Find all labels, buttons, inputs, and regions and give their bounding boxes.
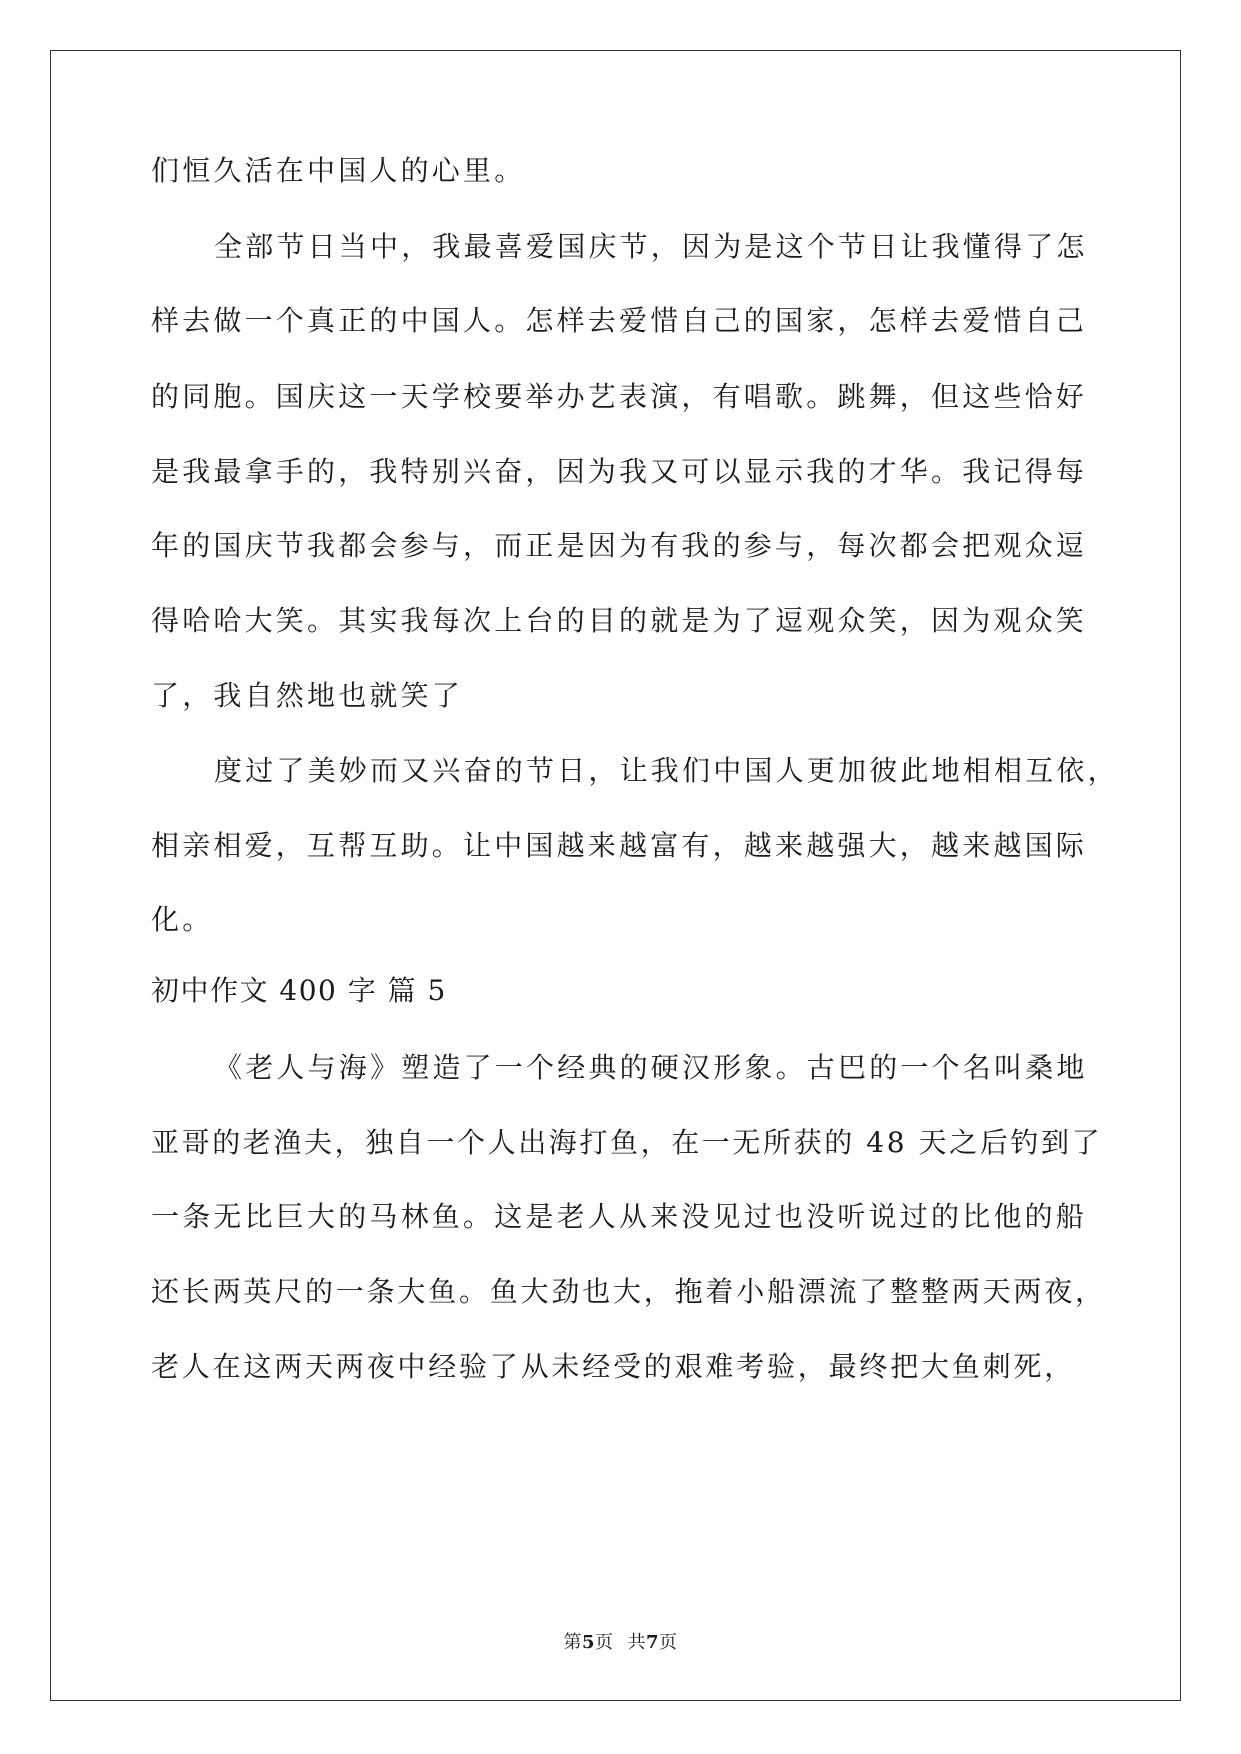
- total-suffix: 页: [659, 1632, 678, 1653]
- page-suffix: 页: [595, 1632, 614, 1653]
- paragraph-line: 的同胞。国庆这一天学校要举办艺表演，有唱歌。跳舞，但这些恰好: [151, 380, 1088, 413]
- paragraph-line: 化。: [151, 903, 214, 936]
- paragraph-line: 得哈哈大笑。其实我每次上台的目的就是为了逗观众笑，因为观众笑: [151, 604, 1088, 637]
- paragraph-line: 们恒久活在中国人的心里。: [151, 154, 526, 187]
- paragraph-line: 一条无比巨大的马林鱼。这是老人从来没见过也没听说过的比他的船: [151, 1200, 1088, 1233]
- page-prefix: 第: [563, 1632, 582, 1653]
- paragraph-line: 相亲相爱，互帮互助。让中国越来越富有，越来越强大，越来越国际: [151, 829, 1088, 862]
- total-prefix: 共: [627, 1632, 646, 1653]
- paragraph-line: 老人在这两天两夜中经验了从未经受的艰难考验，最终把大鱼刺死，: [151, 1350, 1076, 1383]
- paragraph-line: 样去做一个真正的中国人。怎样去爱惜自己的国家，怎样去爱惜自己: [151, 304, 1088, 337]
- paragraph-line: 还长两英尺的一条大鱼。鱼大劲也大，拖着小船漂流了整整两天两夜，: [151, 1275, 1106, 1308]
- total-page-number: 7: [646, 1632, 660, 1653]
- page-border: [50, 50, 1181, 1701]
- paragraph-line: 《老人与海》塑造了一个经典的硬汉形象。古巴的一个名叫桑地: [214, 1051, 1088, 1084]
- paragraph-line: 亚哥的老渔夫，独自一个人出海打鱼，在一无所获的 48 天之后钓到了: [151, 1126, 1103, 1159]
- paragraph-line: 年的国庆节我都会参与，而正是因为有我的参与，每次都会把观众逗: [151, 529, 1088, 562]
- paragraph-line: 了，我自然地也就笑了: [151, 679, 464, 712]
- paragraph-line: 全部节日当中，我最喜爱国庆节，因为是这个节日让我懂得了怎: [214, 230, 1088, 263]
- paragraph-line: 度过了美妙而又兴奋的节日，让我们中国人更加彼此地相相互依，: [214, 754, 1119, 787]
- section-heading: 初中作文 400 字 篇 5: [151, 974, 447, 1007]
- page-footer: [0, 1631, 1241, 1655]
- paragraph-line: 是我最拿手的，我特别兴奋，因为我又可以显示我的才华。我记得每: [151, 455, 1088, 488]
- current-page-number: 5: [581, 1632, 595, 1653]
